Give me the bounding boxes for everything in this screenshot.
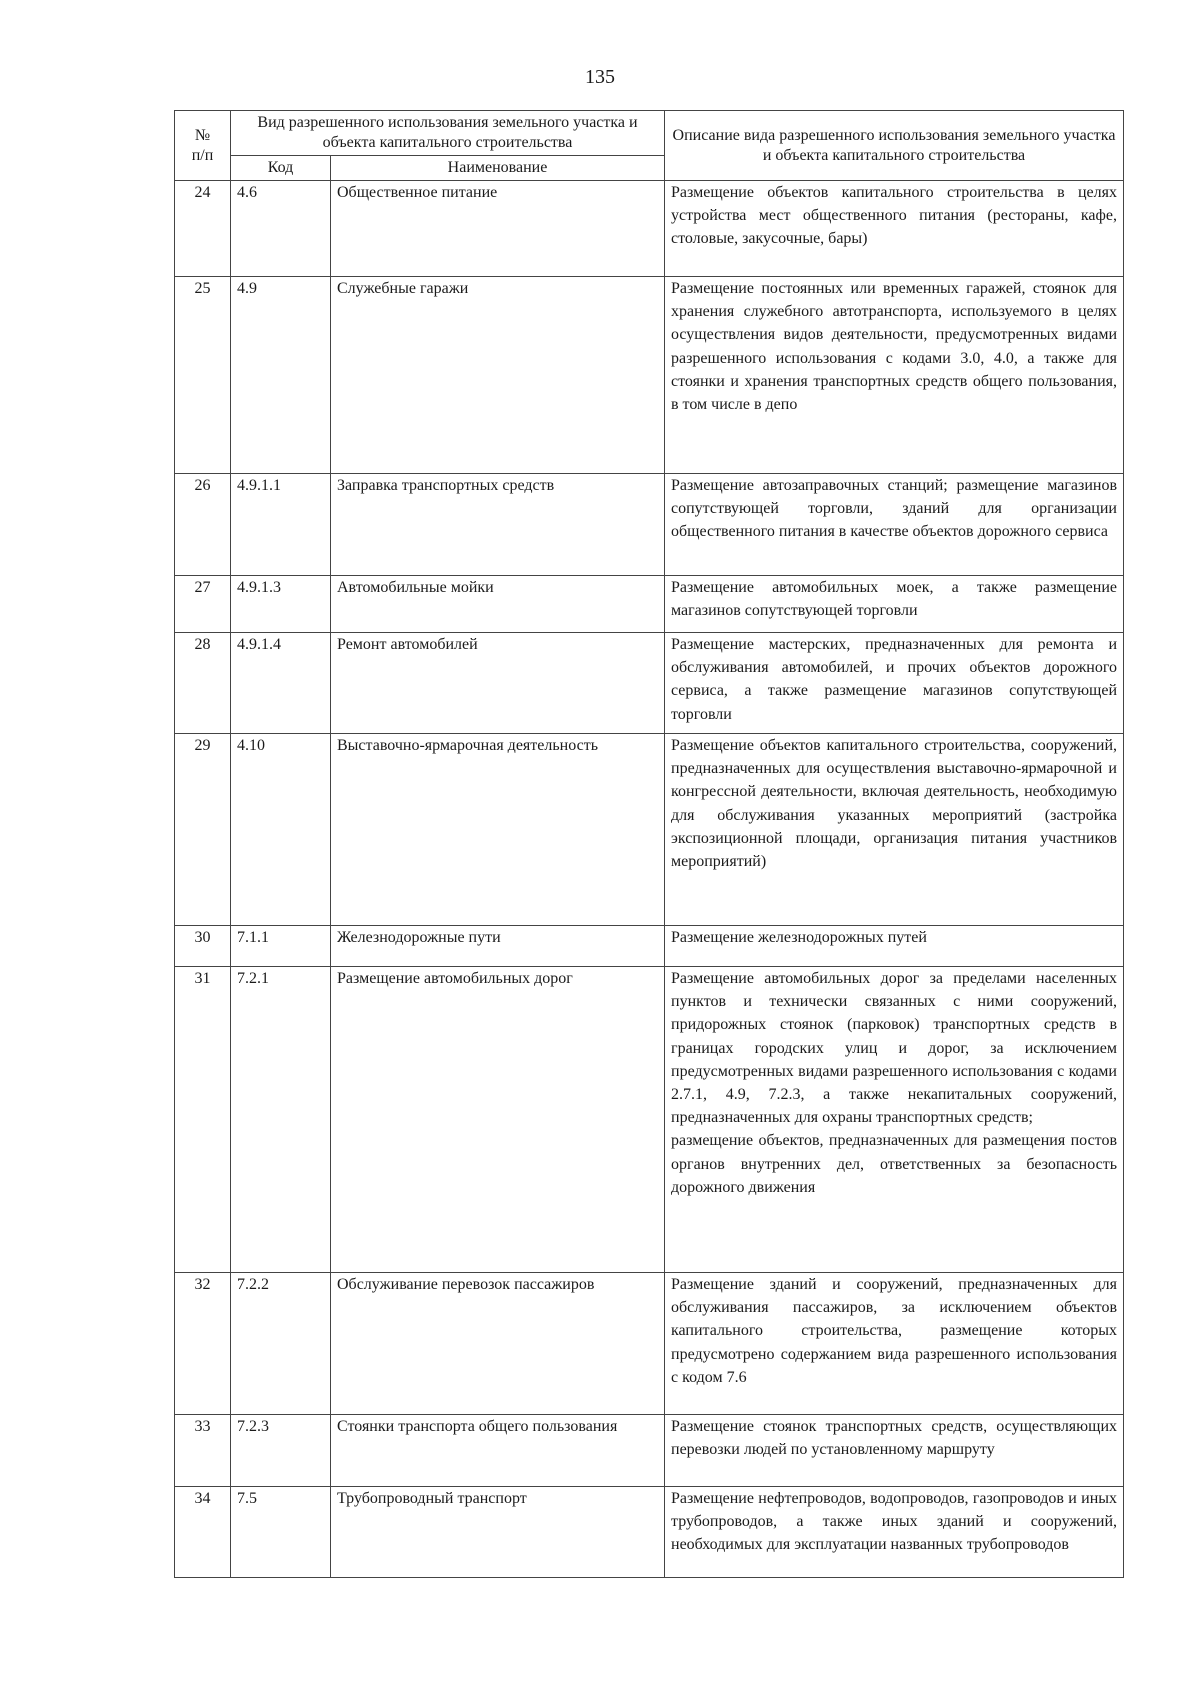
page-number: 135 — [585, 66, 615, 88]
row-description: Размещение объектов капитального строительства, сооружений, предназначенных для осуществления выставочно-ярмарочной и конгрессной деятельности, включая деятельность, необходимую для обслуживания указанных мероприятий (застройка экспозиционной площади, организация питания участников мероприятий) — [665, 734, 1124, 926]
row-num: 26 — [175, 474, 231, 576]
row-name: Размещение автомобильных дорог — [331, 967, 665, 1273]
table-row — [175, 967, 1124, 1273]
row-name: Заправка транспортных средств — [331, 474, 665, 576]
row-name: Ремонт автомобилей — [331, 633, 665, 734]
table-row — [175, 181, 1124, 277]
header-name: Наименование — [331, 156, 665, 181]
row-code: 4.9.1.1 — [231, 474, 331, 576]
row-code: 4.9.1.4 — [231, 633, 331, 734]
row-name: Выставочно-ярмарочная деятельность — [331, 734, 665, 926]
row-name: Служебные гаражи — [331, 277, 665, 474]
table-row — [175, 474, 1124, 576]
row-num: 25 — [175, 277, 231, 474]
row-num: 28 — [175, 633, 231, 734]
row-num: 30 — [175, 926, 231, 967]
row-description: Размещение автозаправочных станций; размещение магазинов сопутствующей торговли, зданий для организации общественного питания в качестве объектов дорожного сервиса — [665, 474, 1124, 576]
row-num: 33 — [175, 1415, 231, 1487]
table-row — [175, 633, 1124, 734]
table-header — [175, 111, 1124, 181]
table-row — [175, 1415, 1124, 1487]
row-description: Размещение автомобильных дорог за пределами населенных пунктов и технически связанных с ними сооружений, придорожных стоянок (парковок) транспортных средств в границах городских улиц и дорог, за исключением предусмотренных видами разрешенного использования с кодами 2.7.1, 4.9, 7.2.3, а также некапитальных сооружений, предназначенных для охраны транспортных средств; размещение объектов, предназначенных для размещения постов органов внутренних дел, ответственных за безопасность дорожного движения — [665, 967, 1124, 1273]
row-name: Обслуживание перевозок пассажиров — [331, 1273, 665, 1415]
row-name: Трубопроводный транспорт — [331, 1487, 665, 1578]
header-group: Вид разрешенного использования земельного участка и объекта капитального строительства — [231, 111, 665, 156]
table-row — [175, 1273, 1124, 1415]
table-row — [175, 734, 1124, 926]
row-description: Размещение железнодорожных путей — [665, 926, 1124, 967]
row-description: Размещение мастерских, предназначенных для ремонта и обслуживания автомобилей, и прочих объектов дорожного сервиса, а также размещение магазинов сопутствующей торговли — [665, 633, 1124, 734]
row-code: 4.10 — [231, 734, 331, 926]
table-body — [175, 181, 1124, 1578]
table-row — [175, 1487, 1124, 1578]
table-row — [175, 277, 1124, 474]
header-description: Описание вида разрешенного использования земельного участка и объекта капитального строительства — [665, 111, 1124, 181]
header-num: № п/п — [175, 111, 231, 181]
row-description: Размещение стоянок транспортных средств, осуществляющих перевозки людей по установленному маршруту — [665, 1415, 1124, 1487]
row-code: 7.1.1 — [231, 926, 331, 967]
row-name: Стоянки транспорта общего пользования — [331, 1415, 665, 1487]
row-description: Размещение нефтепроводов, водопроводов, газопроводов и иных трубопроводов, а также иных зданий и сооружений, необходимых для эксплуатации названных трубопроводов — [665, 1487, 1124, 1578]
row-name: Общественное питание — [331, 181, 665, 277]
row-num: 29 — [175, 734, 231, 926]
row-num: 27 — [175, 576, 231, 633]
row-code: 4.6 — [231, 181, 331, 277]
table-row — [175, 926, 1124, 967]
row-num: 31 — [175, 967, 231, 1273]
row-name: Автомобильные мойки — [331, 576, 665, 633]
row-num: 32 — [175, 1273, 231, 1415]
row-description: Размещение автомобильных моек, а также размещение магазинов сопутствующей торговли — [665, 576, 1124, 633]
row-code: 7.2.2 — [231, 1273, 331, 1415]
row-code: 4.9.1.3 — [231, 576, 331, 633]
header-code: Код — [231, 156, 331, 181]
row-num: 24 — [175, 181, 231, 277]
row-code: 4.9 — [231, 277, 331, 474]
row-num: 34 — [175, 1487, 231, 1578]
row-code: 7.5 — [231, 1487, 331, 1578]
row-description: Размещение объектов капитального строительства в целях устройства мест общественного питания (рестораны, кафе, столовые, закусочные, бары) — [665, 181, 1124, 277]
row-description: Размещение постоянных или временных гаражей, стоянок для хранения служебного автотранспорта, используемого в целях осуществления видов деятельности, предусмотренных видами разрешенного использования с кодами 3.0, 4.0, а также для стоянки и хранения транспортных средств общего пользования, в том числе в депо — [665, 277, 1124, 474]
row-name: Железнодорожные пути — [331, 926, 665, 967]
table-row — [175, 576, 1124, 633]
land-use-table — [174, 110, 1124, 1578]
row-description: Размещение зданий и сооружений, предназначенных для обслуживания пассажиров, за исключением объектов капитального строительства, размещение которых предусмотрено содержанием вида разрешенного использования с кодом 7.6 — [665, 1273, 1124, 1415]
row-code: 7.2.3 — [231, 1415, 331, 1487]
row-code: 7.2.1 — [231, 967, 331, 1273]
